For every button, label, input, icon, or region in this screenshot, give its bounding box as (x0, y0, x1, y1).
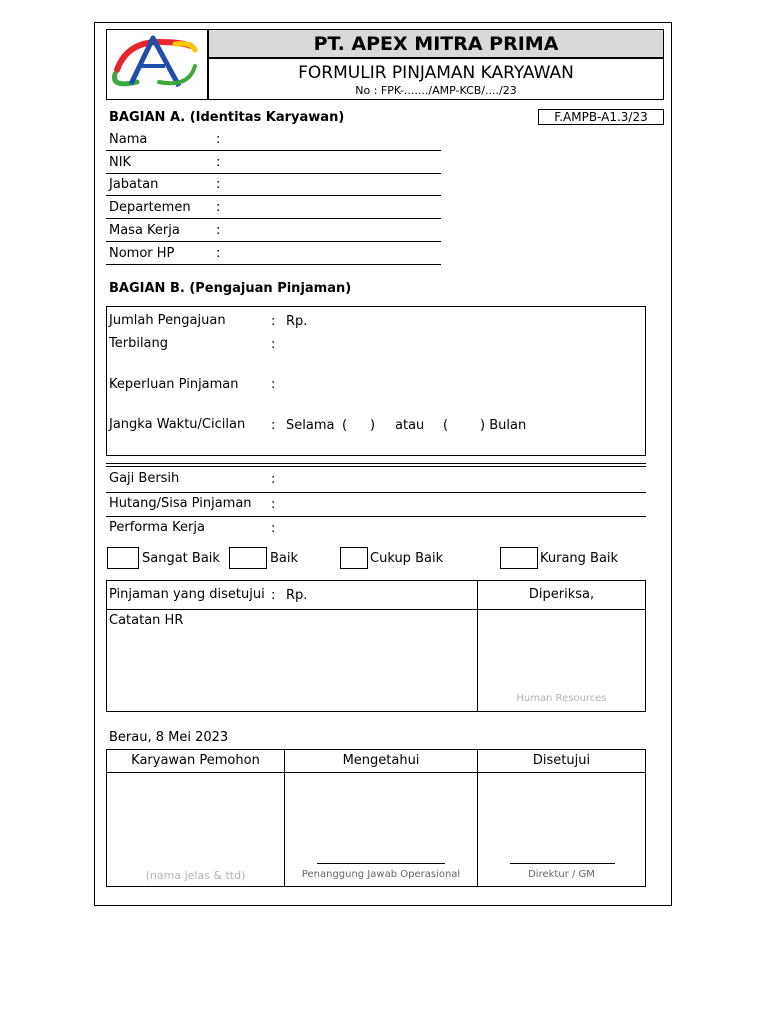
gaji-label: Gaji Bersih (109, 471, 180, 486)
double-rule-bottom (106, 466, 646, 467)
field-label-masa-kerja: Masa Kerja (109, 223, 180, 238)
field-separator: : (216, 132, 221, 147)
hutang-line (106, 516, 646, 517)
performa-sep: : (271, 521, 276, 536)
approved-value[interactable]: Rp. (286, 588, 308, 603)
label-cukup-baik: Cukup Baik (370, 551, 444, 566)
field-separator: : (216, 200, 221, 215)
field-separator: : (216, 246, 221, 261)
field-label-jabatan: Jabatan (109, 177, 159, 192)
performa-label: Performa Kerja (109, 520, 205, 535)
field-label-nomor-hp: Nomor HP (109, 246, 175, 261)
logo-box (106, 29, 208, 100)
sign-note-mengetahui: Penanggung Jawab Operasional (301, 869, 461, 880)
label-baik: Baik (270, 551, 299, 566)
form-code-box (538, 109, 664, 125)
section-b-title: BAGIAN B. (Pengajuan Pinjaman) (109, 281, 352, 296)
hutang-sep: : (271, 497, 276, 512)
label-sangat-baik: Sangat Baik (142, 551, 220, 566)
field-input-line[interactable] (106, 195, 441, 196)
field-separator: : (216, 155, 221, 170)
company-title-box (208, 29, 664, 58)
jumlah-value[interactable]: Rp. (286, 314, 308, 329)
signature-col-line-2 (477, 749, 478, 887)
approval-row-line (106, 609, 646, 610)
form-title-box (208, 58, 664, 100)
field-input-line[interactable] (106, 241, 441, 242)
checkbox-kurang-baik[interactable] (500, 547, 538, 569)
field-input-line[interactable] (106, 173, 441, 174)
section-a-title: BAGIAN A. (Identitas Karyawan) (109, 110, 345, 125)
approved-label: Pinjaman yang disetujui (109, 587, 265, 602)
hr-sign-note: Human Resources (516, 693, 607, 704)
field-label-departemen: Departemen (109, 200, 191, 215)
gaji-line (106, 492, 646, 493)
sign-line-disetujui (510, 863, 615, 864)
company-name: PT. APEX MITRA PRIMA (313, 33, 559, 55)
jangka-paren-close-2: ) Bulan (480, 418, 527, 433)
field-label-nama: Nama (109, 132, 148, 147)
jangka-paren-open-2: ( (443, 418, 449, 433)
keperluan-label: Keperluan Pinjaman (109, 377, 239, 392)
terbilang-label: Terbilang (109, 336, 169, 351)
form-number: No : FPK-......./AMP-KCB/..../23 (355, 84, 517, 97)
gaji-sep: : (271, 472, 276, 487)
sign-note-disetujui: Direktur / GM (528, 869, 595, 880)
jangka-sep: : (271, 418, 276, 433)
signature-header-line (106, 772, 646, 773)
signature-col-karyawan: Karyawan Pemohon (131, 753, 260, 768)
company-logo-icon (107, 30, 207, 99)
field-label-nik: NIK (109, 155, 132, 170)
field-separator: : (216, 223, 221, 238)
checkbox-sangat-baik[interactable] (107, 547, 139, 569)
field-input-line[interactable] (106, 218, 441, 219)
field-input-line[interactable] (106, 150, 441, 151)
field-input-line[interactable] (106, 264, 441, 265)
catatan-hr-label: Catatan HR (109, 613, 184, 628)
jangka-paren-close-1: ) (370, 418, 376, 433)
jangka-label: Jangka Waktu/Cicilan (109, 417, 246, 432)
label-kurang-baik: Kurang Baik (540, 551, 619, 566)
sign-note-karyawan: (nama jelas & ttd) (145, 869, 246, 882)
signature-col-disetujui: Disetujui (532, 753, 591, 768)
jangka-selama: Selama (286, 418, 335, 433)
checkbox-cukup-baik[interactable] (340, 547, 368, 569)
place-date: Berau, 8 Mei 2023 (109, 730, 229, 745)
jangka-atau: atau (395, 418, 425, 433)
double-rule-top (106, 463, 646, 464)
approved-sep: : (271, 588, 276, 603)
diperiksa-label: Diperiksa, (528, 587, 595, 602)
sign-line-mengetahui (317, 863, 445, 864)
signature-table (106, 749, 646, 887)
checkbox-baik[interactable] (229, 547, 267, 569)
signature-col-mengetahui: Mengetahui (342, 753, 420, 768)
signature-col-line-1 (284, 749, 285, 887)
jumlah-label: Jumlah Pengajuan (109, 313, 226, 328)
form-code: F.AMPB-A1.3/23 (554, 110, 648, 124)
field-separator: : (216, 177, 221, 192)
terbilang-sep: : (271, 337, 276, 352)
jumlah-sep: : (271, 314, 276, 329)
hutang-label: Hutang/Sisa Pinjaman (109, 496, 252, 511)
form-title: FORMULIR PINJAMAN KARYAWAN (298, 63, 574, 83)
jangka-paren-open-1: ( (342, 418, 348, 433)
keperluan-sep: : (271, 377, 276, 392)
